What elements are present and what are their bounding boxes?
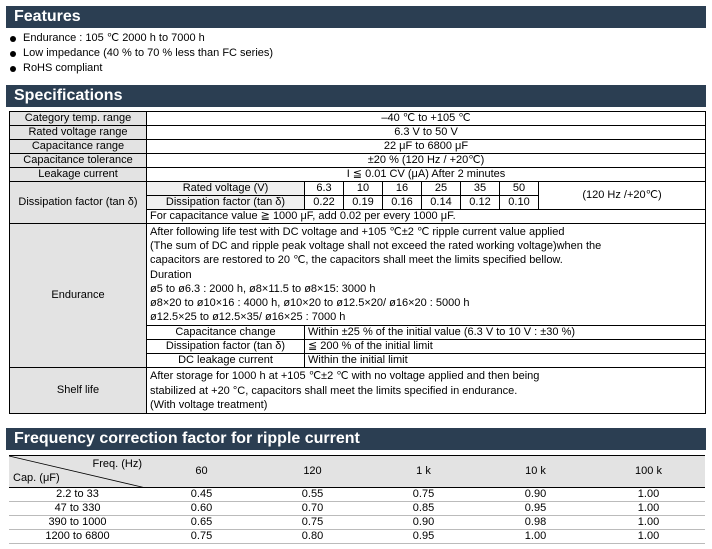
cap-cell: 2.2 to 33 — [9, 488, 146, 502]
factor-cell: 0.85 — [368, 502, 479, 516]
tan-cell: 0.19 — [344, 196, 383, 210]
dissipation-condition: (120 Hz /+20℃) — [539, 182, 706, 210]
factor-cell: 0.75 — [146, 530, 257, 544]
table-row — [10, 112, 706, 126]
spec-label: Rated voltage range — [10, 126, 147, 140]
tan-cell: 0.14 — [422, 196, 461, 210]
cap-cell: 1200 to 6800 — [9, 530, 146, 544]
factor-cell: 0.60 — [146, 502, 257, 516]
tan-cell: 0.16 — [383, 196, 422, 210]
limit-item: Capacitance change — [147, 326, 305, 340]
spec-value: 6.3 V to 50 V — [147, 126, 706, 140]
freq-axis-label: Freq. (Hz) — [92, 458, 142, 470]
bullet-icon — [10, 51, 16, 57]
freq-header: 60 — [146, 456, 257, 488]
factor-cell: 0.95 — [368, 530, 479, 544]
factor-cell: 1.00 — [592, 488, 705, 502]
rated-voltage-header: Rated voltage (V) — [147, 182, 305, 196]
voltage-cell: 6.3 — [305, 182, 344, 196]
limit-value: Within the initial limit — [305, 354, 706, 368]
freq-header: 120 — [257, 456, 368, 488]
table-row — [10, 368, 706, 414]
voltage-cell: 35 — [461, 182, 500, 196]
spec-value: –40 ℃ to +105 ℃ — [147, 112, 706, 126]
corner-header — [9, 456, 146, 488]
features-heading: Features — [6, 6, 706, 28]
spec-label: Capacitance range — [10, 140, 147, 154]
factor-cell: 0.75 — [368, 488, 479, 502]
factor-cell: 0.70 — [257, 502, 368, 516]
table-row — [10, 168, 706, 182]
feature-item: RoHS compliant — [10, 61, 273, 76]
factor-cell: 1.00 — [479, 530, 592, 544]
freq-header: 100 k — [592, 456, 705, 488]
specifications-heading: Specifications — [6, 85, 706, 107]
table-row — [9, 456, 705, 488]
spec-value: ±20 % (120 Hz / +20℃) — [147, 154, 706, 168]
factor-cell: 0.45 — [146, 488, 257, 502]
freq-header: 1 k — [368, 456, 479, 488]
tan-cell: 0.12 — [461, 196, 500, 210]
table-row — [10, 154, 706, 168]
spec-label: Capacitance tolerance — [10, 154, 147, 168]
table-row — [9, 488, 705, 502]
limit-item: Dissipation factor (tan δ) — [147, 340, 305, 354]
factor-cell: 0.90 — [479, 488, 592, 502]
factor-cell: 0.55 — [257, 488, 368, 502]
factor-cell: 0.95 — [479, 502, 592, 516]
factor-cell: 1.00 — [592, 502, 705, 516]
voltage-cell: 10 — [344, 182, 383, 196]
frequency-heading: Frequency correction factor for ripple current — [6, 428, 706, 450]
table-row — [10, 126, 706, 140]
tan-cell: 0.10 — [500, 196, 539, 210]
feature-item: Endurance : 105 ℃ 2000 h to 7000 h — [10, 31, 273, 46]
feature-item: Low impedance (40 % to 70 % less than FC series) — [10, 46, 273, 61]
cap-axis-label: Cap. (μF) — [13, 472, 60, 484]
table-row — [9, 502, 705, 516]
shelf-text: After storage for 1000 h at +105 ℃±2 ℃ with no voltage applied and then being stabilized at +20 °C, capacitors shall meet the limits specified in endurance. (With voltage treatment) — [147, 368, 706, 414]
features-list — [10, 31, 273, 76]
limit-value: Within ±25 % of the initial value (6.3 V to 10 V : ±30 %) — [305, 326, 706, 340]
specifications-table — [9, 111, 706, 414]
tan-header: Dissipation factor (tan δ) — [147, 196, 305, 210]
cap-cell: 390 to 1000 — [9, 516, 146, 530]
dissipation-note: For capacitance value ≧ 1000 μF, add 0.02 per every 1000 μF. — [147, 210, 706, 224]
table-row — [10, 140, 706, 154]
endurance-text: After following life test with DC voltage and +105 ℃±2 ℃ ripple current value applied (The sum of DC and ripple peak voltage shall not exceed the rated working voltage)when the capacitors are restored to 20 ℃, the capacitors shall meet the limits specified bellow. Duration ø5 to ø6.3 : 2000 h, ø8×11.5 to ø8×15: 3000 h ø8×20 to ø10×16 : 4000 h, ø10×20 to ø12.5×20/ ø16×20 : 5000 h ø12.5×25 to ø12.5×35/ ø16×25 : 7000 h — [147, 224, 706, 326]
factor-cell: 1.00 — [592, 530, 705, 544]
limit-item: DC leakage current — [147, 354, 305, 368]
bullet-icon — [10, 36, 16, 42]
spec-label: Leakage current — [10, 168, 147, 182]
frequency-table — [9, 455, 705, 544]
spec-label: Category temp. range — [10, 112, 147, 126]
spec-value: I ≦ 0.01 CV (μA) After 2 minutes — [147, 168, 706, 182]
factor-cell: 0.90 — [368, 516, 479, 530]
table-row — [10, 224, 706, 326]
spec-label: Shelf life — [10, 368, 147, 414]
voltage-cell: 50 — [500, 182, 539, 196]
tan-cell: 0.22 — [305, 196, 344, 210]
cap-cell: 47 to 330 — [9, 502, 146, 516]
factor-cell: 0.75 — [257, 516, 368, 530]
bullet-icon — [10, 66, 16, 72]
freq-header: 10 k — [479, 456, 592, 488]
factor-cell: 0.98 — [479, 516, 592, 530]
factor-cell: 1.00 — [592, 516, 705, 530]
voltage-cell: 25 — [422, 182, 461, 196]
factor-cell: 0.80 — [257, 530, 368, 544]
voltage-cell: 16 — [383, 182, 422, 196]
table-row — [9, 530, 705, 544]
table-row — [9, 516, 705, 530]
spec-label: Dissipation factor (tan δ) — [10, 182, 147, 224]
table-row — [10, 182, 706, 196]
spec-label: Endurance — [10, 224, 147, 368]
factor-cell: 0.65 — [146, 516, 257, 530]
spec-value: 22 μF to 6800 μF — [147, 140, 706, 154]
limit-value: ≦ 200 % of the initial limit — [305, 340, 706, 354]
